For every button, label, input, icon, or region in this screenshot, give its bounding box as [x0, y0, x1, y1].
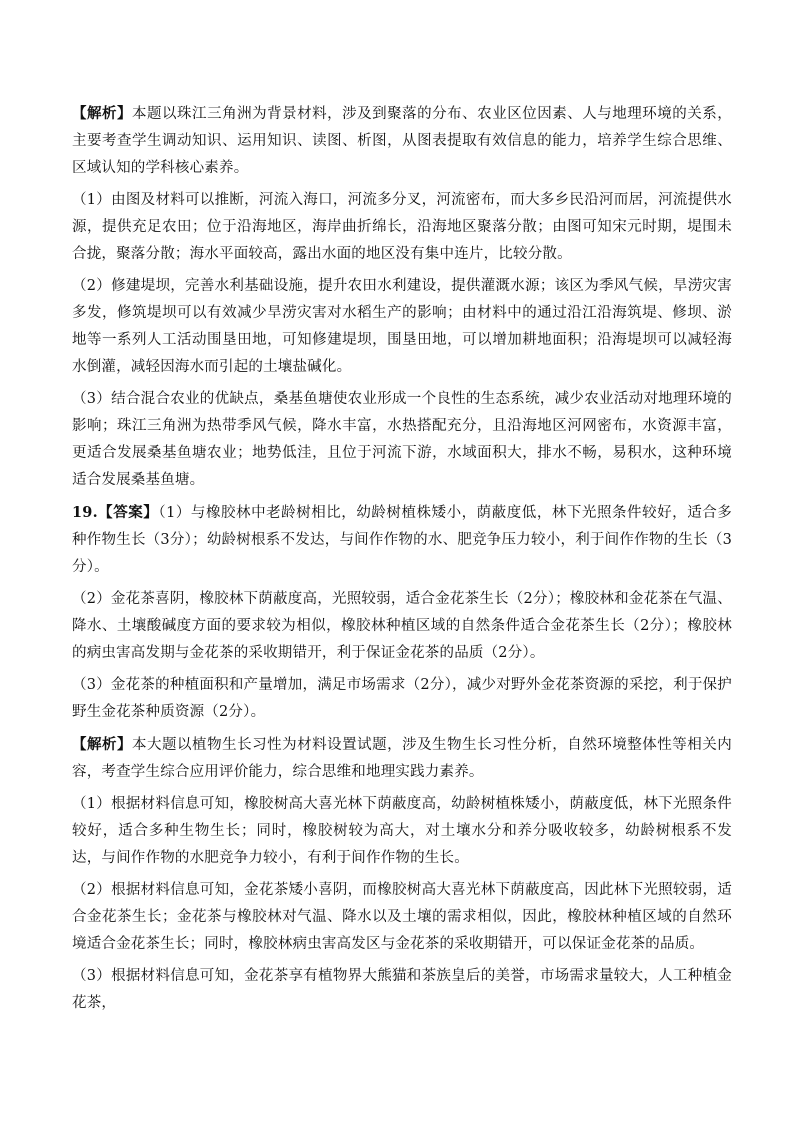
paragraph-text: 本题以珠江三角洲为背景材料，涉及到聚落的分布、农业区位因素、人与地理环境的关系，主要考查学生调动知识、运用知识、读图、析图，从图表提取有效信息的能力，培养学生综合思维、区域认知的学科核心素养。 [72, 106, 732, 176]
analysis-intro-paragraph [72, 100, 732, 182]
analysis-19-part-1-paragraph [72, 791, 732, 872]
paragraph-text: （2）根据材料信息可知，金花茶矮小喜阴，而橡胶树高大喜光林下荫蔽度高，因此林下光照较弱，适合金花茶生长；金花茶与橡胶林对气温、降水以及土壤的需求相似，因此，橡胶林种植区域的自然环境适合金花茶生长；同时，橡胶林病虫害高发区与金花茶的采收期错开，可以保证金花茶的品质。 [72, 882, 732, 952]
analysis-part-1-paragraph [72, 187, 732, 268]
paragraph-text: 本大题以植物生长习性为材料设置试题，涉及生物生长习性分析，自然环境整体性等相关内容，考查学生综合应用评价能力，综合思维和地理实践力素养。 [72, 737, 732, 780]
answer-19-part-2-paragraph [72, 586, 732, 667]
analysis-19-part-3-paragraph [72, 963, 732, 1017]
analysis-label: 【解析】 [72, 736, 133, 753]
analysis-19-part-2-paragraph [72, 877, 732, 958]
paragraph-text: （2）金花茶喜阴，橡胶林下荫蔽度高，光照较弱，适合金花茶生长（2分）；橡胶林和金花茶在气温、降水、土壤酸碱度方面的要求较为相似，橡胶林种植区域的自然条件适合金花茶生长（2分）；橡胶林的病虫害高发期与金花茶的采收期错开，利于保证金花茶的品质（2分）。 [72, 591, 732, 661]
analysis-part-3-paragraph [72, 386, 732, 494]
paragraph-text: （1）与橡胶林中老龄树相比，幼龄树植株矮小，荫蔽度低，林下光照条件较好，适合多种作物生长（3分）；幼龄树根系不发达，与间作作物的水、肥竞争压力较小，利于间作作物的生长（3分）。 [72, 505, 732, 575]
analysis-19-intro-paragraph [72, 731, 732, 786]
paragraph-text: （1）由图及材料可以推断，河流入海口，河流多分叉，河流密布，而大多乡民沿河而居，河流提供水源，提供充足农田；位于沿海地区，海岸曲折绵长，沿海地区聚落分散；由图可知宋元时期，堤围未合拢，聚落分散；海水平面较高，露出水面的地区没有集中连片，比较分散。 [72, 192, 732, 262]
answer-19-part-3-paragraph [72, 672, 732, 726]
analysis-label: 【解析】 [72, 105, 133, 122]
paragraph-text: （3）根据材料信息可知，金花茶享有植物界大熊猫和茶族皇后的美誉，市场需求量较大，人工种植金花茶， [72, 968, 732, 1011]
paragraph-text: （3）金花茶的种植面积和产量增加，满足市场需求（2分），减少对野外金花茶资源的采挖，利于保护野生金花茶种质资源（2分）。 [72, 677, 732, 720]
analysis-part-2-paragraph [72, 273, 732, 381]
paragraph-text: （3）结合混合农业的优缺点，桑基鱼塘使农业形成一个良性的生态系统，减少农业活动对地理环境的影响；珠江三角洲为热带季风气候，降水丰富，水热搭配充分，且沿海地区河网密布，水资源丰富，更适合发展桑基鱼塘农业；地势低洼，且位于河流下游，水域面积大，排水不畅，易积水，这种环境适合发展桑基鱼塘。 [72, 391, 732, 488]
paragraph-text: （1）根据材料信息可知，橡胶树高大喜光林下荫蔽度高，幼龄树植株矮小，荫蔽度低，林下光照条件较好，适合多种生物生长；同时，橡胶树较为高大，对土壤水分和养分吸收较多，幼龄树根系不发达，与间作作物的水肥竞争力较小，有利于间作作物的生长。 [72, 796, 732, 866]
answer-19-part-1-paragraph [72, 499, 732, 581]
document-page [72, 100, 732, 1022]
paragraph-text: （2）修建堤坝，完善水利基础设施，提升农田水利建设，提供灌溉水源；该区为季风气候，旱涝灾害多发，修筑堤坝可以有效减少旱涝灾害对水稻生产的影响；由材料中的通过沿江沿海筑堤、修坝、淤地等一系列人工活动围垦田地，可知修建堤坝，围垦田地，可以增加耕地面积；沿海堤坝可以减轻海水倒灌，减轻因海水而引起的土壤盐碱化。 [72, 278, 732, 375]
answer-label: 19.【答案】 [72, 504, 159, 521]
